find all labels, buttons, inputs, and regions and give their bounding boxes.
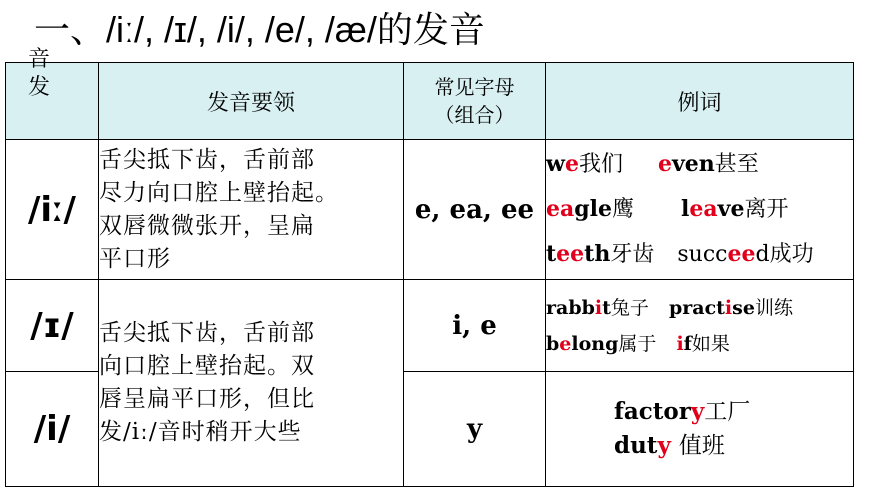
table-row [6,280,854,372]
letter-combinations: i, e [404,280,546,372]
tip-line: 双唇微微张开，呈扁 [99,212,315,239]
example-line [614,395,853,429]
example-word: belong [546,332,619,355]
example-meaning: 甚至 [714,152,759,177]
example-word: duty [614,432,671,459]
example-word: eagle [546,196,613,222]
header-letters-line2: （组合） [434,103,515,127]
example-line [546,326,853,362]
example-line [546,290,853,326]
header-letters-line1: 常见字母 [434,75,515,99]
example-line [546,232,853,277]
tip-line: 平口形 [99,245,171,272]
phonetic-symbol: /iː/ [6,140,99,280]
header-letters [404,63,546,140]
example-words [546,140,854,280]
phonetic-symbol: /ɪ/ [6,280,99,372]
example-word: rabbit [546,296,611,319]
pronunciation-tip [99,280,404,487]
example-meaning: 我们 [578,152,623,177]
header-sound-bottom: 发 [28,75,51,100]
example-meaning: 鹰 [612,197,635,222]
pronunciation-tip [99,140,404,280]
example-line [614,429,853,463]
example-line [546,142,853,187]
phonetics-table [5,47,854,487]
example-word: even [657,151,715,177]
example-meaning: 牙齿 [610,242,655,267]
example-meaning: 成功 [769,242,814,267]
tip-line: 唇呈扁平口形，但比 [99,386,315,412]
example-meaning: 离开 [744,197,789,222]
example-words [546,280,854,372]
letter-combinations: e, ea, ee [404,140,546,280]
example-word: teeth [546,241,611,267]
example-meaning: 兔子 [610,296,649,319]
tip-line: 向口腔上壁抬起。双 [99,353,315,379]
tip-line: 舌尖抵下齿，舌前部 [99,146,315,173]
example-meaning: 如果 [691,332,730,355]
example-word: we [546,151,579,177]
tip-line: 发/iː/音时稍开大些 [99,419,302,445]
table-header-row [6,63,854,140]
phonetic-symbol: /i/ [6,372,99,487]
example-meaning: 工厂 [704,399,751,425]
example-word: leave [681,196,745,222]
tip-line: 舌尖抵下齿，舌前部 [99,320,315,346]
letter-combinations: y [404,372,546,487]
header-sound [6,47,99,140]
example-word: factory [614,398,705,425]
example-word: if [676,332,692,355]
example-meaning: 属于 [618,332,657,355]
example-word: succeed [677,241,770,267]
header-examples: 例词 [546,63,854,140]
example-line [546,187,853,232]
example-meaning: 训练 [754,296,793,319]
example-meaning: 值班 [678,433,725,459]
tip-line: 尽力向口腔上壁抬起。 [99,179,339,206]
table-row [6,140,854,280]
example-words [546,372,854,487]
page-title: 一、/iː/, /ɪ/, /i/, /e/, /æ/的发音 [34,9,485,50]
example-word: practise [668,296,755,319]
header-tip: 发音要领 [99,63,404,140]
header-sound-top: 音 [28,47,51,72]
